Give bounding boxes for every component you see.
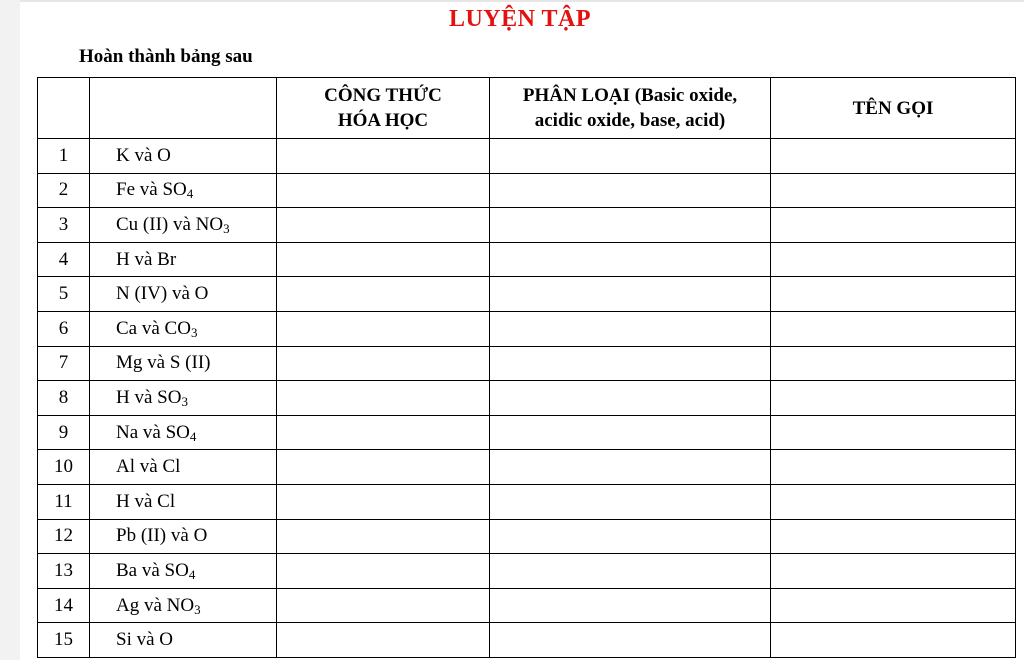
name-cell[interactable] [771, 208, 1016, 243]
element-a: Na [116, 421, 139, 443]
element-b-subscript: 3 [194, 601, 201, 617]
table-row [38, 450, 1016, 485]
element-a: Ba [116, 559, 138, 581]
joiner-word: và [171, 283, 190, 305]
element-b: CO [164, 317, 191, 339]
element-b-subscript: 4 [186, 186, 194, 202]
formula-cell[interactable] [277, 139, 490, 174]
element-a: Al [116, 456, 135, 478]
element-a: Ag [116, 594, 140, 616]
element-b: O [194, 283, 209, 305]
element-a: Fe [116, 179, 135, 201]
joiner-word: và [139, 179, 158, 201]
classification-cell[interactable] [490, 277, 771, 312]
row-number: 15 [38, 623, 90, 658]
classification-cell[interactable] [490, 173, 771, 208]
formula-cell[interactable] [277, 311, 490, 346]
table-row [38, 139, 1016, 174]
table-row [38, 588, 1016, 623]
document-title: LUYỆN TẬP [448, 6, 592, 32]
joiner-word: và [143, 594, 162, 616]
element-b: Br [157, 248, 177, 270]
classification-cell[interactable] [490, 519, 771, 554]
joiner-word: và [134, 386, 153, 408]
element-pair-cell [90, 139, 277, 174]
table-row [38, 173, 1016, 208]
row-number: 4 [38, 242, 90, 277]
classification-cell[interactable] [490, 554, 771, 589]
name-cell[interactable] [771, 554, 1016, 589]
table-row [38, 311, 1016, 346]
table-row [38, 277, 1016, 312]
element-b: SO [162, 179, 187, 201]
row-number: 14 [38, 588, 90, 623]
name-cell[interactable] [771, 415, 1016, 450]
classification-cell[interactable] [490, 139, 771, 174]
name-cell[interactable] [771, 311, 1016, 346]
element-b-subscript: 4 [188, 566, 196, 582]
joiner-word: và [170, 525, 189, 547]
name-cell[interactable] [771, 450, 1016, 485]
joiner-word: và [147, 352, 166, 374]
formula-cell[interactable] [277, 242, 490, 277]
header-formula [277, 78, 490, 139]
formula-cell[interactable] [277, 554, 490, 589]
instruction-text: Hoàn thành bảng sau [79, 46, 253, 67]
formula-cell[interactable] [277, 519, 490, 554]
element-pair-cell [90, 381, 277, 416]
row-number: 12 [38, 519, 90, 554]
element-b-subscript: 3 [190, 324, 198, 340]
element-pair-cell [90, 173, 277, 208]
formula-cell[interactable] [277, 173, 490, 208]
table-row [38, 415, 1016, 450]
table-body [38, 139, 1016, 658]
row-number: 1 [38, 139, 90, 174]
element-a: H [116, 490, 130, 512]
row-number: 10 [38, 450, 90, 485]
formula-cell[interactable] [277, 450, 490, 485]
joiner-word: và [134, 248, 153, 270]
element-pair-cell [90, 242, 277, 277]
table-row [38, 519, 1016, 554]
table-row [38, 623, 1016, 658]
formula-cell[interactable] [277, 381, 490, 416]
classification-cell[interactable] [490, 484, 771, 519]
row-number: 3 [38, 208, 90, 243]
exercise-table [37, 77, 1016, 658]
row-number: 9 [38, 415, 90, 450]
element-b-subscript: 4 [189, 428, 197, 444]
name-cell[interactable] [771, 242, 1016, 277]
joiner-word: và [134, 490, 153, 512]
element-b: NO [195, 213, 224, 235]
element-pair-cell [90, 415, 277, 450]
name-cell[interactable] [771, 588, 1016, 623]
element-b: O [157, 144, 171, 166]
element-b: O [159, 629, 174, 651]
element-a: Mg [116, 352, 143, 374]
formula-cell[interactable] [277, 484, 490, 519]
classification-cell[interactable] [490, 208, 771, 243]
classification-cell[interactable] [490, 346, 771, 381]
header-classification-label: PHÂN LOẠI (Basic oxide, acidic oxide, base, acid) [522, 85, 738, 131]
header-elements [90, 78, 277, 139]
header-classification [490, 78, 771, 139]
element-pair-cell [90, 554, 277, 589]
element-pair-cell [90, 519, 277, 554]
classification-cell[interactable] [490, 415, 771, 450]
table-row [38, 242, 1016, 277]
name-cell[interactable] [771, 623, 1016, 658]
page-top-edge [20, 0, 1024, 2]
name-cell[interactable] [771, 173, 1016, 208]
element-a: N (IV) [116, 283, 168, 305]
joiner-word: và [134, 144, 153, 166]
element-a: K [116, 144, 130, 166]
element-a: Cu (II) [116, 213, 173, 235]
header-number [38, 78, 90, 139]
element-pair-cell [90, 450, 277, 485]
element-b: S (II) [169, 352, 211, 374]
name-cell[interactable] [771, 346, 1016, 381]
element-b: Cl [157, 490, 176, 512]
classification-cell[interactable] [490, 381, 771, 416]
element-pair-cell [90, 346, 277, 381]
classification-cell[interactable] [490, 311, 771, 346]
table-row [38, 554, 1016, 589]
name-cell[interactable] [771, 277, 1016, 312]
formula-cell[interactable] [277, 346, 490, 381]
element-b-subscript: 3 [181, 393, 188, 409]
formula-cell[interactable] [277, 623, 490, 658]
table-row [38, 381, 1016, 416]
element-a: Si [116, 629, 132, 651]
element-pair-cell [90, 208, 277, 243]
joiner-word: và [142, 421, 161, 443]
row-number: 2 [38, 173, 90, 208]
row-number: 8 [38, 381, 90, 416]
classification-cell[interactable] [490, 623, 771, 658]
classification-cell[interactable] [490, 242, 771, 277]
header-name: TÊN GỌI [771, 78, 1016, 139]
table-row [38, 346, 1016, 381]
classification-cell[interactable] [490, 588, 771, 623]
element-pair-cell [90, 588, 277, 623]
row-number: 13 [38, 554, 90, 589]
formula-cell[interactable] [277, 588, 490, 623]
element-b: SO [165, 421, 190, 443]
element-b: NO [166, 594, 195, 616]
row-number: 6 [38, 311, 90, 346]
joiner-word: và [141, 317, 160, 339]
name-cell[interactable] [771, 381, 1016, 416]
element-a: Pb (II) [116, 525, 167, 547]
formula-cell[interactable] [277, 415, 490, 450]
joiner-word: và [139, 456, 158, 478]
element-pair-cell [90, 311, 277, 346]
element-b: SO [157, 386, 182, 408]
element-pair-cell [90, 277, 277, 312]
element-pair-cell [90, 484, 277, 519]
element-pair-cell [90, 623, 277, 658]
table-row [38, 484, 1016, 519]
row-number: 7 [38, 346, 90, 381]
formula-cell[interactable] [277, 277, 490, 312]
element-a: H [116, 386, 130, 408]
element-b: SO [164, 559, 189, 581]
row-number: 5 [38, 277, 90, 312]
classification-cell[interactable] [490, 450, 771, 485]
row-number: 11 [38, 484, 90, 519]
name-cell[interactable] [771, 139, 1016, 174]
element-a: H [116, 248, 130, 270]
joiner-word: và [141, 559, 160, 581]
element-b: Cl [162, 456, 181, 478]
formula-cell[interactable] [277, 208, 490, 243]
table-header-row [38, 78, 1016, 139]
table-row [38, 208, 1016, 243]
joiner-word: và [136, 629, 155, 651]
header-formula-label: CÔNG THỨC HÓA HỌC [324, 85, 442, 131]
element-b: O [193, 525, 208, 547]
name-cell[interactable] [771, 484, 1016, 519]
element-b-subscript: 3 [223, 220, 230, 236]
name-cell[interactable] [771, 519, 1016, 554]
element-a: Ca [116, 317, 138, 339]
page-left-margin [0, 0, 20, 660]
joiner-word: và [172, 213, 191, 235]
